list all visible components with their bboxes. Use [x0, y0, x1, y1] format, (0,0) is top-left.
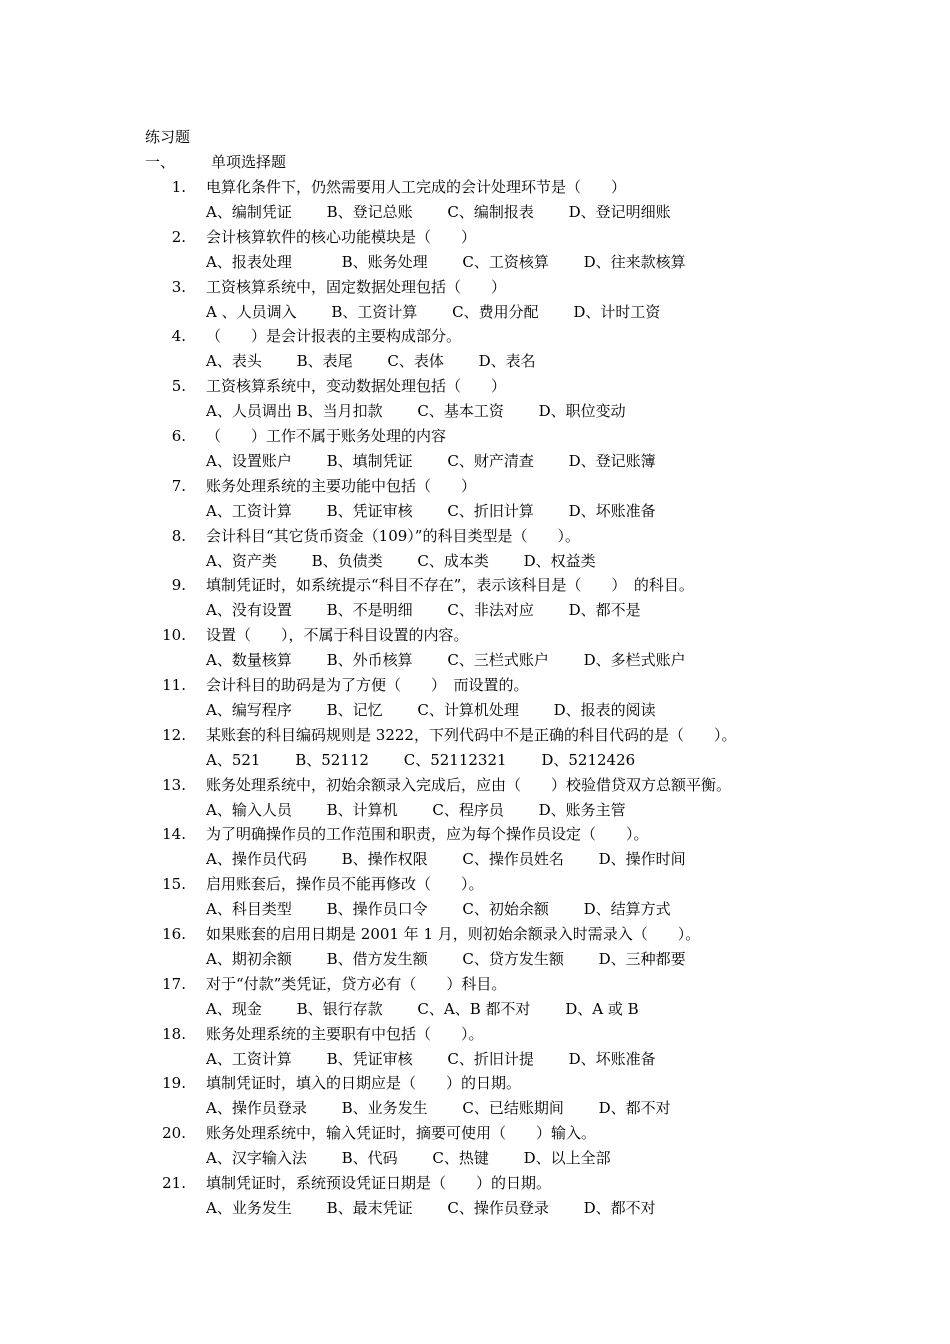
question-options: A、报表处理 B、账务处理 C、工资核算 D、往来款核算 — [206, 252, 686, 271]
question-text: 对于“付款”类凭证，贷方必有（ ）科目。 — [206, 974, 507, 993]
question-options: A、资产类 B、负债类 C、成本类 D、权益类 — [206, 551, 596, 570]
question-options: A、业务发生 B、最末凭证 C、操作员登录 D、都不对 — [206, 1198, 656, 1217]
question-text: 填制凭证时，系统预设凭证日期是（ ）的日期。 — [206, 1173, 552, 1192]
question-number: 3. — [171, 277, 186, 296]
question-text: 某账套的科目编码规则是 3222，下列代码中不是正确的科目代码的是（ ）。 — [206, 725, 737, 744]
question-options: A、工资计算 B、凭证审核 C、折旧计算 D、坏账准备 — [206, 501, 656, 520]
question-item — [0, 475, 950, 525]
section-heading — [145, 152, 286, 172]
question-options: A、编制凭证 B、登记总账 C、编制报表 D、登记明细账 — [206, 203, 671, 221]
question-text: 如果账套的启用日期是 2001 年 1 月，则初始余额录入时需录入（ ）。 — [206, 924, 701, 943]
question-item — [0, 325, 950, 375]
question-item — [0, 1072, 950, 1122]
question-options: A、现金 B、银行存款 C、A、B 都不对 D、A 或 B — [206, 999, 639, 1018]
question-text: （ ）工作不属于账务处理的内容 — [206, 426, 447, 445]
question-list — [0, 176, 950, 1222]
question-options: A、数量核算 B、外币核算 C、三栏式账户 D、多栏式账户 — [206, 651, 686, 670]
section-number: 一、 — [145, 153, 176, 171]
question-item — [0, 923, 950, 973]
question-text: 工资核算系统中，变动数据处理包括（ ） — [206, 377, 507, 396]
question-options: A、521 B、52112 C、52112321 D、5212426 — [206, 750, 636, 769]
question-item — [0, 873, 950, 923]
question-text: 会计科目的助码是为了方便（ ） 而设置的。 — [206, 675, 529, 694]
question-text: 电算化条件下，仍然需要用人工完成的会计处理环节是（ ） — [206, 178, 627, 196]
question-options: A、汉字输入法 B、代码 C、热键 D、以上全部 — [206, 1149, 611, 1168]
question-number: 15. — [162, 875, 186, 894]
question-item — [0, 1172, 950, 1222]
question-text: 账务处理系统的主要功能中包括（ ） — [206, 476, 477, 495]
question-item — [0, 574, 950, 624]
question-item — [0, 624, 950, 674]
question-item — [0, 973, 950, 1023]
question-item — [0, 525, 950, 575]
question-item — [0, 1122, 950, 1172]
question-text: 账务处理系统中，输入凭证时，摘要可使用（ ）输入。 — [206, 1124, 597, 1143]
question-options: A、编写程序 B、记忆 C、计算机处理 D、报表的阅读 — [206, 700, 656, 719]
question-number: 11. — [162, 675, 186, 694]
question-options: A、操作员代码 B、操作权限 C、操作员姓名 D、操作时间 — [206, 850, 686, 869]
document-title: 练习题 — [145, 128, 191, 146]
question-text: 账务处理系统的主要职有中包括（ ）。 — [206, 1024, 484, 1043]
question-text: 会计核算软件的核心功能模块是（ ） — [206, 227, 477, 246]
question-number: 8. — [171, 526, 186, 545]
question-number: 21. — [162, 1173, 186, 1192]
question-number: 6. — [171, 426, 186, 445]
question-number: 9. — [171, 576, 186, 595]
question-text: 工资核算系统中，固定数据处理包括（ ） — [206, 277, 507, 296]
question-options: A、工资计算 B、凭证审核 C、折旧计提 D、坏账准备 — [206, 1049, 656, 1068]
question-text: 启用账套后，操作员不能再修改（ ）。 — [206, 875, 484, 894]
question-options: A、操作员登录 B、业务发生 C、已结账期间 D、都不对 — [206, 1099, 671, 1118]
question-item — [0, 823, 950, 873]
question-item — [0, 226, 950, 276]
question-item — [0, 724, 950, 774]
question-options: A、没有设置 B、不是明细 C、非法对应 D、都不是 — [206, 601, 641, 620]
question-item — [0, 176, 950, 226]
question-options: A、期初余额 B、借方发生额 C、贷方发生额 D、三种都要 — [206, 949, 686, 968]
question-text: 会计科目“其它货币资金（109）”的科目类型是（ ）。 — [206, 526, 580, 545]
question-options: A、人员调出 B、当月扣款 C、基本工资 D、职位变动 — [206, 402, 626, 421]
question-options: A、科目类型 B、操作员口令 C、初始余额 D、结算方式 — [206, 900, 671, 919]
question-number: 18. — [162, 1024, 186, 1043]
question-item — [0, 674, 950, 724]
question-text: 填制凭证时，填入的日期应是（ ）的日期。 — [206, 1074, 522, 1093]
question-number: 5. — [171, 377, 186, 396]
question-text: 设置（ ），不属于科目设置的内容。 — [206, 626, 469, 645]
question-options: A、输入人员 B、计算机 C、程序员 D、账务主管 — [206, 800, 626, 819]
question-number: 17. — [162, 974, 186, 993]
question-number: 7. — [171, 476, 186, 495]
question-number: 2. — [171, 227, 186, 246]
question-text: （ ）是会计报表的主要构成部分。 — [206, 327, 462, 346]
section-title: 单项选择题 — [211, 153, 287, 171]
question-text: 为了明确操作员的工作范围和职责，应为每个操作员设定（ ）。 — [206, 825, 649, 844]
question-number: 4. — [171, 327, 186, 346]
question-item — [0, 774, 950, 824]
question-number: 14. — [162, 825, 186, 844]
question-options: A 、人员调入 B、工资计算 C、费用分配 D、计时工资 — [206, 302, 661, 321]
question-text: 账务处理系统中，初始余额录入完成后，应由（ ）校验借贷双方总额平衡。 — [206, 775, 732, 794]
question-number: 20. — [162, 1124, 186, 1143]
question-number: 12. — [162, 725, 186, 744]
question-number: 16. — [162, 924, 186, 943]
question-item — [0, 1023, 950, 1073]
question-item — [0, 375, 950, 425]
question-item — [0, 425, 950, 475]
question-options: A、设置账户 B、填制凭证 C、财产清查 D、登记账簿 — [206, 451, 656, 470]
question-number: 10. — [162, 626, 186, 645]
question-text: 填制凭证时，如系统提示“科目不存在”，表示该科目是（ ） 的科目。 — [206, 576, 694, 595]
question-number: 19. — [162, 1074, 186, 1093]
question-number: 13. — [162, 775, 186, 794]
question-item — [0, 276, 950, 326]
question-options: A、表头 B、表尾 C、表体 D、表名 — [206, 352, 536, 371]
question-number: 1. — [171, 178, 186, 196]
